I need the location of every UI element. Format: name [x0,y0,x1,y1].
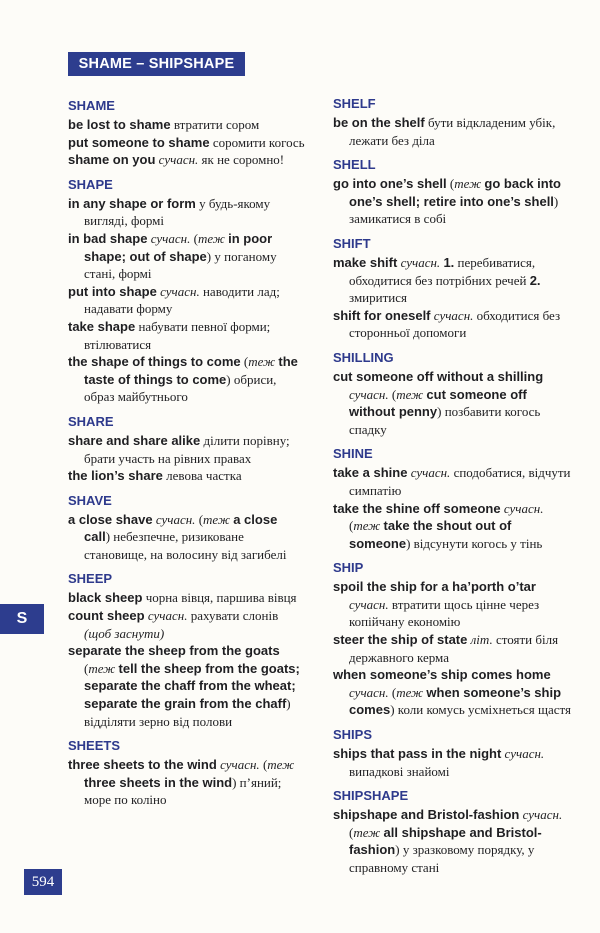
entry-label: сучасн. [433,307,474,323]
entry-phrase: take a shine [333,465,408,481]
entry-phrase: share and share alike [68,432,201,448]
section-heading: SHEETS [68,738,121,754]
section-heading: SHELF [333,96,376,111]
entry-text: бути відкладеним убік, лежати без діла [349,115,556,148]
entry-text: ділити порівну; брати участь на рівних правах [84,432,290,466]
dictionary-entry [68,353,306,406]
entry-phrase: make shift [333,254,398,270]
entry-phrase: separate the sheep from the goats [68,643,280,659]
dictionary-entry [68,642,306,730]
entry-text: ( [349,824,354,840]
entry-phrase: go back into one’s shell; retire into one’s shell [349,176,561,209]
dictionary-entry [68,195,306,230]
entry-text: ) у поганому стані, формі [84,248,277,282]
entry-phrase: shipshape and Bristol-fashion [333,807,520,823]
entry-text: ) замикатися в собі [349,193,559,227]
section-heading: SHIFT [333,235,371,251]
entry-text: ( [259,757,268,773]
dictionary-entry [333,464,573,499]
entry-text: ( [388,684,397,700]
entry-text: рахувати слонів [187,608,279,624]
entry-label: теж [88,660,116,676]
dictionary-entry [333,175,573,228]
entry-phrase: count sheep [68,608,145,624]
entry-text: набувати певної форми; втілюватися [84,318,271,352]
entry-label: сучасн. [150,230,191,246]
entry-phrase: put into shape [68,283,157,299]
entry-label: теж [353,824,381,840]
dictionary-entry [68,230,306,283]
entry-text: ) небезпечне, ризиковане становище, на волосину від загибелі [84,529,287,562]
entry-phrase: ships that pass in the night [333,746,502,762]
section-heading: SHIPS [333,727,373,743]
section-heading: SHIP [333,560,364,576]
entry-text: ) позбавити когось спадку [349,404,541,437]
entry-label: сучасн. [522,807,563,823]
dictionary-entry [68,432,306,467]
entry-text: ) коли комусь усміхнеться щастя [390,702,572,718]
entry-phrase: black sheep [68,590,143,606]
entry-phrase: steer the ship of state [333,632,468,648]
entry-phrase: in bad shape [68,230,148,246]
entry-text: ( [446,176,455,192]
section-heading: SHEEP [68,571,113,587]
entry-label: сучасн. [147,608,188,624]
entry-text: ( [195,511,204,527]
entry-text: левова частка [162,468,242,484]
entry-text: ) у зразковому порядку, у справному стані [349,842,535,875]
entry-text: ) обриси, образ майбутнього [84,371,277,405]
dictionary-entry [333,578,573,631]
dictionary-entry [333,666,573,719]
dictionary-entry [68,318,306,353]
entry-phrase: go into one’s shell [333,176,447,192]
entry-label: сучасн. [155,511,196,527]
entry-text: чорна вівця, паршива вівця [142,590,297,606]
entry-phrase: shame on you [68,152,156,168]
entry-phrase: a close call [84,511,278,545]
entry-label: теж [248,354,276,370]
entry-phrase: three sheets in the wind [84,774,233,790]
dictionary-entry [333,631,573,666]
entry-label: сучасн. [410,465,451,481]
entry-text: випадкові знайомі [349,763,450,779]
entry-label: теж [396,386,424,402]
section-heading: SHELL [333,157,376,173]
entry-phrase: three sheets to the wind [68,757,217,773]
entry-text: ) відсунути когось у тінь [406,535,543,551]
entry-label: сучасн. [349,596,389,612]
dictionary-entry [68,134,306,152]
section-heading: SHINE [333,446,373,462]
entry-phrase: tell the sheep from the goats; separate the chaff from the wheat; separate the grain from the chaff [84,660,300,712]
entry-text: ( [84,660,89,676]
dictionary-entry [333,500,573,553]
entry-phrase: all shipshape and Bristol-fashion [349,824,542,858]
entry-text: перебиватися, обходитися без потрібних речей [349,254,536,288]
entry-phrase: take the shine off someone [333,500,501,516]
entry-phrase: take shape [68,318,136,334]
entry-label: (щоб заснути) [84,625,165,641]
entry-text: ( [349,518,354,534]
entry-phrase: a close shave [68,511,153,527]
entry-label: теж [353,518,381,534]
entry-text: у будь-якому вигляді, формі [84,195,271,229]
entry-label: сучасн. [349,386,389,402]
dictionary-entry [68,511,306,564]
entry-text: ( [240,354,249,370]
entry-phrase: be on the shelf [333,115,425,130]
entry-phrase: the lion’s share [68,468,163,484]
entry-label: сучасн. [220,757,260,773]
entry-label: теж [203,511,230,527]
section-heading: SHAVE [68,492,112,508]
entry-phrase: cut someone off without penny [349,386,527,420]
entry-label: теж [454,176,482,192]
entry-label: теж [396,684,424,700]
dictionary-entry [68,607,306,642]
entry-phrase: when someone’s ship comes [349,684,562,718]
entry-label: літ. [470,632,493,648]
dictionary-entry [68,116,306,134]
entry-text: соромити когось [209,134,305,150]
entry-text: наводити лад; надавати форму [84,283,280,317]
entry-phrase: when someone’s ship comes home [333,667,551,683]
entry-label: сучасн. [400,254,441,270]
entry-text: обходитися без сторонньої допомоги [349,307,561,341]
dictionary-entry [333,368,573,438]
section-heading: SHAME [68,98,115,113]
entry-text: стояти біля державного керма [349,632,559,665]
left-column [68,98,306,809]
dictionary-entry [333,307,573,342]
entry-label: сучасн. [160,283,200,299]
entry-label: сучасн. [504,746,545,762]
entry-phrase: spoil the ship for a ha’porth o’tar [333,579,536,595]
entry-label: сучасн. [349,684,389,700]
entry-text: ( [190,230,198,246]
entry-phrase: 2. [529,272,541,288]
section-heading: SHARE [68,413,114,429]
dictionary-entry [68,467,306,485]
dictionary-entry [68,756,306,809]
page-number: 594 [24,869,62,895]
entry-text: сподобатися, відчути симпатію [349,465,571,498]
entry-phrase: the taste of things to come [84,354,298,387]
entry-text: втратити сором [170,117,260,132]
entry-label: теж [197,230,225,246]
dictionary-entry [333,745,573,780]
entry-phrase: put someone to shame [68,134,210,150]
entry-phrase: be lost to shame [68,117,171,132]
dictionary-entry [333,114,573,149]
entry-text: як не соромно! [198,152,285,168]
entry-phrase: shift for oneself [333,307,431,323]
entry-phrase: in poor shape; out of shape [84,230,273,264]
entry-text: ) п’яний; море по коліно [84,774,282,808]
dictionary-entry [333,254,573,307]
entry-phrase: take the shout out of someone [349,518,512,551]
entry-text: ) відділяти зерно від полови [84,696,291,729]
section-heading: SHIPSHAPE [333,788,409,804]
entry-phrase: cut someone off without a shilling [333,368,544,384]
entry-text: ( [388,386,397,402]
section-heading: SHAPE [68,176,113,192]
entry-phrase: the shape of things to come [68,354,241,370]
dictionary-entry [68,283,306,318]
dictionary-entry [68,151,306,169]
letter-tab: S [0,604,44,634]
entry-label: сучасн. [158,152,199,168]
right-column [333,96,573,877]
page-header: SHAME – SHIPSHAPE [68,52,245,76]
dictionary-entry [68,589,306,607]
entry-text: змиритися [349,290,407,306]
entry-label: сучасн. [503,500,544,516]
entry-phrase: 1. [443,254,455,270]
dictionary-entry [333,806,573,876]
section-heading: SHILLING [333,349,394,365]
entry-phrase: in any shape or form [68,195,196,211]
entry-text: втратити щось цінне через копійчану економію [349,596,540,630]
entry-label: теж [267,757,295,773]
